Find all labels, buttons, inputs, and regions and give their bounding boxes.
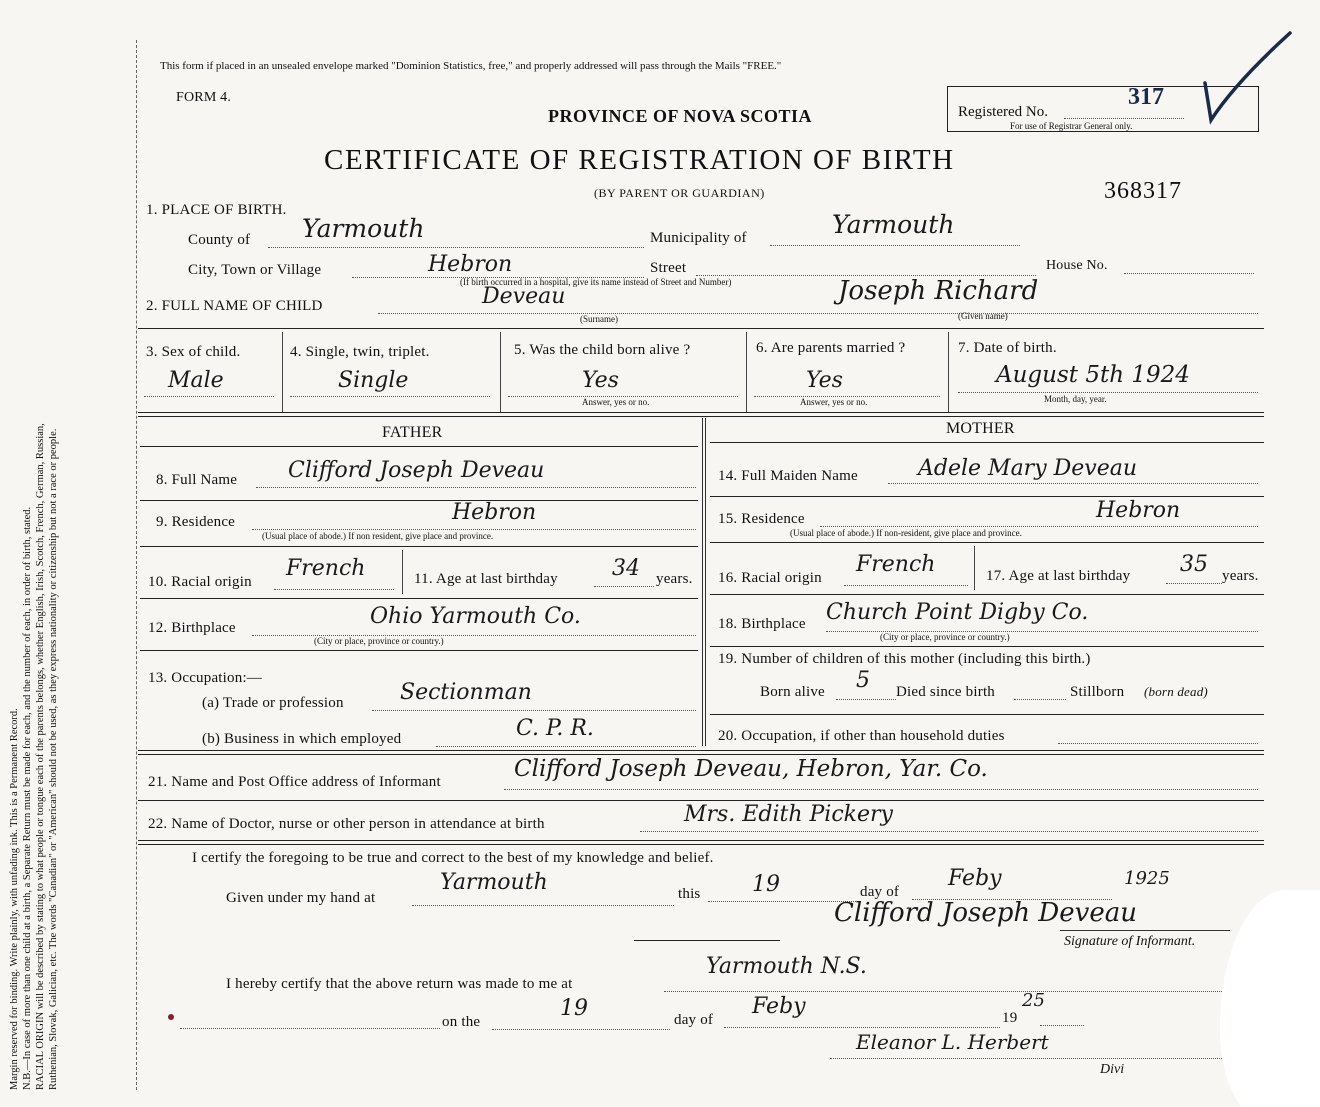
father-heading: FATHER	[382, 424, 443, 441]
file-number: 368317	[1104, 178, 1182, 204]
binding-line	[136, 40, 137, 1090]
died-since-birth-line	[1014, 699, 1066, 700]
business-line	[436, 746, 696, 747]
on-the-leader	[180, 1028, 440, 1029]
child-name-label: 2. FULL NAME OF CHILD	[146, 298, 323, 314]
mother-occupation-line	[1058, 743, 1258, 744]
registrar-signature: Eleanor L. Herbert	[856, 1030, 1049, 1054]
day-value: 19	[752, 872, 780, 897]
short-rule	[634, 940, 780, 941]
rule-father	[140, 446, 698, 447]
rule-row	[710, 542, 1264, 543]
hereby-place-line	[664, 991, 1224, 992]
place-of-birth-label: 1. PLACE OF BIRTH.	[146, 202, 287, 218]
informant-signature: Clifford Joseph Deveau	[834, 898, 1137, 928]
father-racial-line	[274, 589, 394, 590]
mother-birthplace-label: 18. Birthplace	[718, 616, 806, 632]
trade-line	[372, 710, 696, 711]
house-number-label: House No.	[1046, 258, 1108, 273]
on-day-value: 19	[560, 996, 588, 1021]
given-place-line	[412, 905, 674, 906]
doctor-label: 22. Name of Doctor, nurse or other person in attendance at birth	[148, 816, 545, 832]
father-birthplace-label: 12. Birthplace	[148, 620, 236, 636]
father-birthplace-note: (City or place, province or country.)	[314, 636, 444, 646]
informant-value: Clifford Joseph Deveau, Hebron, Yar. Co.	[514, 756, 988, 782]
born-alive-count-line	[836, 699, 896, 700]
born-alive-note: Answer, yes or no.	[582, 397, 650, 407]
day-of-label: day of	[860, 884, 900, 900]
multiplicity-line	[290, 396, 490, 397]
box-divider	[282, 332, 283, 412]
rule-row	[140, 546, 698, 547]
rule-informant	[138, 750, 1264, 755]
father-age-line	[594, 586, 654, 587]
on-day-line	[492, 1029, 670, 1030]
parents-married-question: 6. Are parents married ?	[756, 340, 906, 356]
on-month-value: Feby	[752, 994, 806, 1019]
given-place: Yarmouth	[440, 870, 548, 895]
stillborn-note: (born dead)	[1144, 684, 1208, 699]
mother-racial-label: 16. Racial origin	[718, 570, 822, 586]
page-subtitle: (BY PARENT OR GUARDIAN)	[594, 186, 765, 200]
born-alive-count: 5	[856, 668, 870, 693]
box-divider	[746, 332, 747, 412]
signature-line	[1060, 930, 1230, 931]
father-residence: Hebron	[452, 500, 537, 525]
form-number: FORM 4.	[176, 90, 232, 105]
margin-note-2: N.B.—In case of more than one child at a birth, a Separate Return must be made for each, and the number of each, in order of birth, stated.	[22, 506, 33, 1090]
mother-age: 35	[1180, 552, 1208, 577]
died-since-birth-label: Died since birth	[896, 684, 996, 700]
mother-name: Adele Mary Deveau	[918, 456, 1138, 481]
parents-married-note: Answer, yes or no.	[800, 397, 868, 407]
father-birthplace: Ohio Yarmouth Co.	[370, 604, 581, 629]
hereby-certify-label: I hereby certify that the above return was made to me at	[226, 976, 573, 992]
mother-heading: MOTHER	[946, 420, 1015, 437]
father-years-label: years.	[656, 571, 693, 587]
margin-note-1: Margin reserved for binding. Write plainly, with unfading ink. This is a Permanent Record.	[9, 708, 20, 1090]
father-racial-label: 10. Racial origin	[148, 574, 252, 590]
child-given-name: Joseph Richard	[838, 276, 1039, 306]
parents-married-answer: Yes	[806, 368, 843, 393]
year-value: 1925	[1124, 868, 1170, 889]
registered-number: 317	[1128, 84, 1164, 110]
street-label: Street	[650, 260, 687, 276]
municipality-value: Yarmouth	[832, 210, 955, 239]
child-surname: Deveau	[482, 284, 566, 309]
stillborn-label: Stillborn	[1070, 684, 1125, 700]
rule-row	[140, 500, 698, 501]
margin-note-4: Ruthenian, Slovak, Galician, etc. The words "Canadian" or "American" should not be used, as they express nationality or citizenship but not a race or people.	[48, 428, 59, 1090]
rule-mother	[710, 442, 1264, 443]
hospital-note: (If birth occurred in a hospital, give its name instead of Street and Number)	[460, 277, 732, 287]
father-name-line	[256, 487, 696, 488]
child-name-line	[378, 313, 1258, 314]
registered-label: Registered No.	[958, 104, 1048, 120]
county-value: Yarmouth	[302, 214, 425, 243]
business-value: C. P. R.	[516, 716, 594, 741]
trade-value: Sectionman	[400, 680, 532, 705]
occupation-label: 13. Occupation:—	[148, 670, 263, 686]
month-value: Feby	[948, 866, 1002, 891]
sex-line	[144, 396, 274, 397]
on-month-line	[724, 1027, 1000, 1028]
this-label: this	[678, 886, 701, 902]
registered-line	[1064, 118, 1184, 119]
date-of-birth-value: August 5th 1924	[996, 362, 1190, 388]
father-name: Clifford Joseph Deveau	[288, 458, 545, 483]
born-alive-question: 5. Was the child born alive ?	[514, 342, 691, 358]
county-line	[268, 247, 644, 248]
registrar-line	[830, 1058, 1250, 1059]
sex-label: 3. Sex of child.	[146, 344, 241, 360]
informant-label: 21. Name and Post Office address of Informant	[148, 774, 441, 790]
cell-divider	[402, 550, 403, 594]
mother-name-label: 14. Full Maiden Name	[718, 468, 858, 484]
margin-note-3: RACIAL ORIGIN will be described by stating to what people or tongue each of the parents belongs, whether English, Irish, Scotch, French, German, Russian,	[35, 423, 46, 1090]
page-title: CERTIFICATE OF REGISTRATION OF BIRTH	[324, 144, 955, 176]
mother-abode-note: (Usual place of abode.) If non-resident, give place and province.	[790, 528, 1022, 538]
mother-age-label: 17. Age at last birthday	[986, 568, 1131, 584]
informant-line	[504, 789, 1258, 790]
hereby-place: Yarmouth N.S.	[706, 954, 867, 979]
children-count-label: 19. Number of children of this mother (including this birth.)	[718, 651, 1091, 667]
municipality-line	[770, 245, 1020, 246]
check-mark-icon	[1195, 28, 1305, 128]
multiplicity-label: 4. Single, twin, triplet.	[290, 344, 430, 360]
ink-dot	[168, 1014, 174, 1020]
on-year-value: 25	[1022, 990, 1045, 1011]
mother-residence: Hebron	[1096, 498, 1181, 523]
sex-value: Male	[168, 368, 224, 393]
date-of-birth-note: Month, day, year.	[1044, 394, 1107, 404]
rule-row	[710, 646, 1264, 647]
father-age-label: 11. Age at last birthday	[414, 571, 558, 587]
rule-top-boxes	[138, 328, 1264, 329]
rule-row	[710, 496, 1264, 497]
year-prefix: 19	[1002, 1010, 1018, 1026]
doctor-line	[640, 831, 1258, 832]
father-name-label: 8. Full Name	[156, 472, 238, 488]
on-the-label: on the	[442, 1014, 481, 1030]
rule-row	[140, 598, 698, 599]
mother-racial-line	[844, 585, 968, 586]
mother-occupation-label: 20. Occupation, if other than household duties	[718, 728, 1005, 744]
mother-residence-line	[820, 526, 1258, 527]
signature-label: Signature of Informant.	[1064, 934, 1196, 949]
date-of-birth-line	[958, 392, 1258, 393]
rule-certify	[138, 840, 1264, 845]
mail-notice: This form if placed in an unsealed envelope marked "Dominion Statistics, free," and properly addressed will pass through the Mails "FREE."	[160, 60, 782, 72]
father-residence-line	[252, 529, 696, 530]
cell-divider	[974, 546, 975, 590]
box-divider	[500, 332, 501, 412]
county-label: County of	[188, 232, 251, 248]
house-number-line	[1124, 273, 1254, 274]
mother-birthplace: Church Point Digby Co.	[826, 600, 1089, 625]
mother-residence-label: 15. Residence	[718, 511, 805, 527]
certify-statement: I certify the foregoing to be true and correct to the best of my knowledge and belief.	[192, 850, 714, 866]
rule-row	[710, 714, 1264, 715]
father-racial-origin: French	[286, 556, 366, 581]
box-divider	[948, 332, 949, 412]
trade-label: (a) Trade or profession	[202, 695, 344, 711]
mother-age-line	[1166, 583, 1222, 584]
given-under-hand-label: Given under my hand at	[226, 890, 376, 906]
rule-parents	[138, 412, 1264, 417]
rule-row	[140, 650, 698, 651]
father-age: 34	[612, 556, 640, 581]
mother-racial-origin: French	[856, 552, 936, 577]
given-name-note: (Given name)	[958, 311, 1008, 321]
mother-name-line	[888, 483, 1258, 484]
municipality-label: Municipality of	[650, 230, 747, 246]
date-of-birth-label: 7. Date of birth.	[958, 340, 1057, 356]
business-label: (b) Business in which employed	[202, 731, 402, 747]
city-label: City, Town or Village	[188, 262, 322, 278]
doctor-value: Mrs. Edith Pickery	[684, 802, 893, 827]
multiplicity-value: Single	[338, 368, 409, 393]
father-abode-note: (Usual place of abode.) If non resident, give place and province.	[262, 531, 494, 541]
rule-doctor	[138, 800, 1264, 801]
province-heading: PROVINCE OF NOVA SCOTIA	[548, 106, 813, 126]
born-alive-answer: Yes	[582, 368, 619, 393]
mother-years-label: years.	[1222, 568, 1259, 584]
division-label: Divi	[1100, 1062, 1125, 1077]
on-year-line	[1040, 1025, 1084, 1026]
torn-corner	[1220, 890, 1320, 1107]
rule-row	[710, 594, 1264, 595]
city-value: Hebron	[428, 252, 513, 277]
registrar-note: For use of Registrar General only.	[1010, 121, 1133, 131]
surname-note: (Surname)	[580, 314, 618, 324]
born-alive-label: Born alive	[760, 684, 825, 700]
parents-divider	[702, 418, 706, 746]
margin-notes	[8, 50, 60, 1090]
day-of2-label: day of	[674, 1012, 714, 1028]
father-residence-label: 9. Residence	[156, 514, 236, 530]
mother-birthplace-note: (City or place, province or country.)	[880, 632, 1010, 642]
